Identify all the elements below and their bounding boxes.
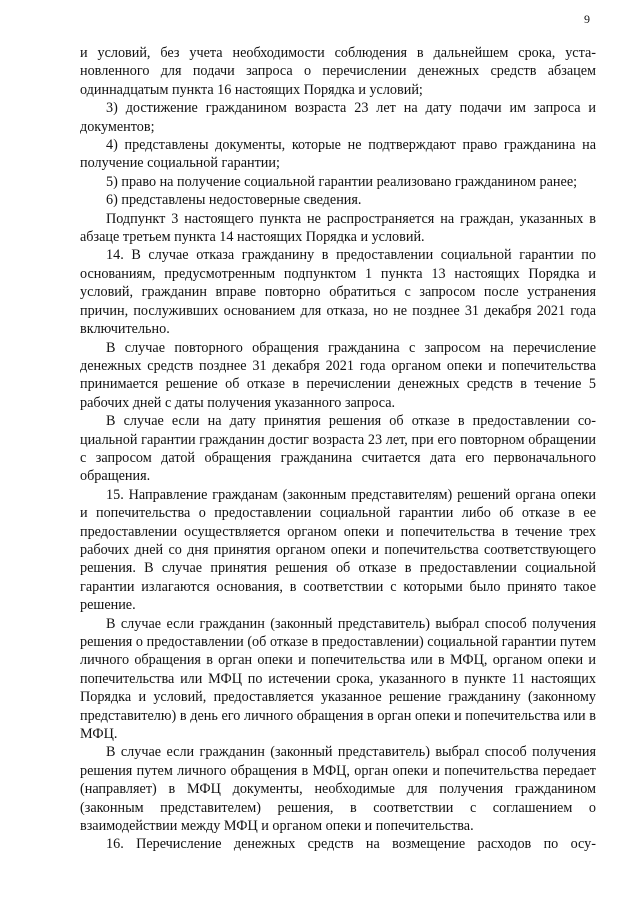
paragraph-continuation: и условий, без учета необходимости соблюдения в дальнейшем срока, установленного для подачи запроса о перечислении денежных средств абзацем одиннадцатым пункта 16 настоящих Порядка и условий; — [80, 45, 596, 98]
paragraph-subitem-3: 3) достижение гражданином возраста 23 лет на дату подачи им запроса и документов; — [80, 100, 596, 135]
page-number: 9 — [584, 12, 590, 26]
document-body — [80, 44, 596, 854]
paragraph-clause-15-mfc: В случае если гражданин (законный представитель) выбрал способ получения решения путем личного обращения в МФЦ, орган опеки и попечительства передает (направляет) в МФЦ документы, необходимые для получения гражданином (законным представителем) решения, в соответствии с соглашением о взаимодействии между МФЦ и органом опеки и попечительства. — [80, 744, 596, 835]
paragraph-clause-14-age: В случае если на дату принятия решения об отказе в предоставлении социальной гарантии гражданин достиг возраста 23 лет, при его повторном обращении с запросом датой обращения гражданина считается дата его первоначального обращения. — [80, 413, 596, 485]
paragraph-clause-14-repeat: В случае повторного обращения гражданина с запросом на перечисление денежных средств позднее 31 декабря 2021 года органом опеки и попечительства принимается решение об отказе в перечислении денежных средств в течение 5 рабочих дней с даты получения указанного запроса. — [80, 339, 596, 411]
paragraph-clause-16: 16. Перечисление денежных средств на возмещение расходов по осу- — [106, 836, 596, 853]
paragraph-clause-15-personal: В случае если гражданин (законный представитель) выбрал способ получения решения о предоставлении (об отказе в предоставлении) социальной гарантии путем личного обращения в орган опеки и попечительства или в МФЦ, органом опеки и попечительства или МФЦ по истечении срока, указанного в пункте 11 настоящих Порядка и условий, предоставляется указанное решение гражданину (законному представителю) в день его личного обращения в орган опеки и попечительства или в МФЦ. — [80, 615, 596, 743]
paragraph-clause-15: 15. Направление гражданам (законным представителям) решений органа опеки и попечительства о предоставлении социальной гарантии либо об отказе в ее предоставлении осуществляется органом опеки и попечительства в течение трех рабочих дней со дня принятия органом опеки и попечительства соответствующего решения. В случае принятия решения об отказе в предоставлении социальной гарантии излагаются основания, в соответствии с которыми было принято такое решение. — [80, 486, 596, 614]
paragraph-subitem-5: 5) право на получение социальной гарантии реализовано гражданином ранее; — [106, 173, 578, 190]
paragraph-clause-14: 14. В случае отказа гражданину в предоставлении социальной гарантии по основаниям, предусмотренным подпунктом 1 пункта 13 настоящих Порядка и условий, гражданин вправе повторно обратиться с запросом после устранения причин, послуживших основанием для отказа, но не позднее 31 декабря 2021 года включительно. — [80, 247, 596, 338]
paragraph-subitem-note: Подпункт 3 настоящего пункта не распространяется на граждан, указанных в абзаце третьем пункта 14 настоящих Порядка и условий. — [80, 210, 596, 246]
paragraph-subitem-6: 6) представлены недостоверные сведения. — [106, 192, 362, 209]
paragraph-subitem-4: 4) представлены документы, которые не подтверждают право гражданина на получение социальной гарантии; — [80, 137, 596, 172]
